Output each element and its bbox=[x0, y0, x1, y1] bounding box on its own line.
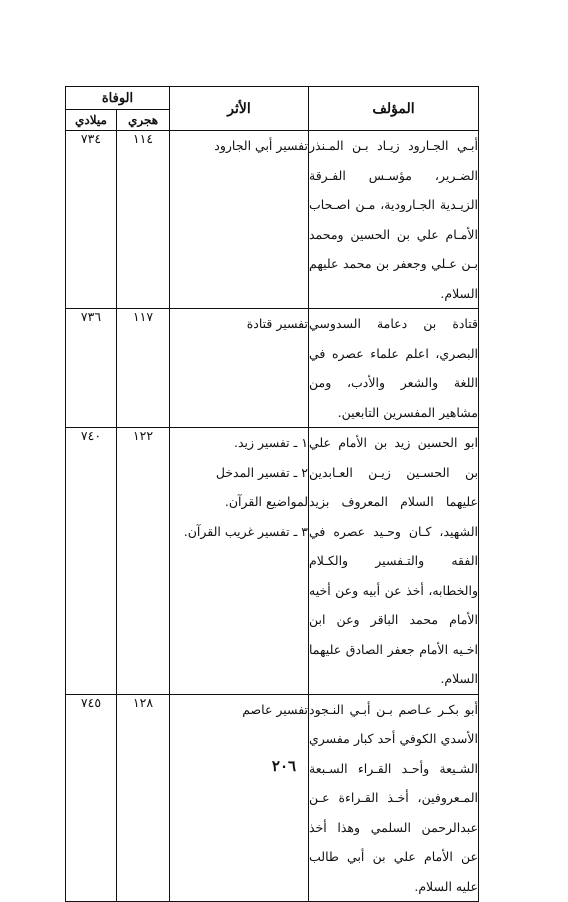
header-gregorian: ميلادي bbox=[66, 110, 117, 131]
table-row bbox=[66, 428, 479, 695]
author-cell: أبو بكـر عـاصم بـن أبـي النـجود الأسدي الكوفي أحد كبار مفسري الشـيعة وأحـد القـراء السـبعة المـعروفين، أخـذ القـراءة عـن عبدالرحمن السلمي وهذا أخذ عن الأمام علي بن أبي طالب عليه السلام. bbox=[309, 694, 479, 902]
table-row bbox=[66, 309, 479, 428]
hijri-cell: ١١٤ bbox=[117, 131, 170, 309]
hijri-cell: ١٢٢ bbox=[117, 428, 170, 695]
page-number: ٢٠٦ bbox=[271, 757, 297, 775]
gregorian-cell: ٧٤٠ bbox=[66, 428, 117, 695]
gregorian-cell: ٧٣٤ bbox=[66, 131, 117, 309]
work-item: ٢ ـ تفسير المدخل لمواضيع القرآن. bbox=[215, 464, 308, 509]
work-item: تفسير عاصم bbox=[242, 701, 308, 717]
gregorian-cell: ٧٣٦ bbox=[66, 309, 117, 428]
work-item: ١ ـ تفسير زيد. bbox=[234, 435, 308, 450]
work-cell bbox=[170, 428, 309, 695]
work-cell bbox=[170, 131, 309, 309]
author-cell: ابو الحسين زيد بن الأمام علي بن الحسـين زيـن العـابدين عليهما السلام المعروف بزيد الشهيد، كـان وحـيد عصره في الفقه والتـفسير والكـلام والخطابه، أخذ عن أبيه وعن أخيه الأمام محمد الباقر وعن ابن اخـيه الأمام جعفر الصادق عليهما السلام. bbox=[309, 428, 479, 695]
header-death: الوفاة bbox=[66, 87, 170, 110]
author-cell: قتادة بن دعامة السدوسي البصري، اعلم علماء عصره في اللغة والشعر والأدب، ومن مشاهير المفسرين التابعين. bbox=[309, 309, 479, 428]
work-cell bbox=[170, 694, 309, 902]
authors-table bbox=[65, 86, 479, 902]
gregorian-cell: ٧٤٥ bbox=[66, 694, 117, 902]
author-cell: أبـي الجـارود زيـاد بـن المـنذر الضـرير، مؤسـس الفـرقة الزيـدية الجـارودية، مـن اصـحاب الأمـام علي بن الحسين ومحمد بـن عـلي وجعفر بن محمد عليهم السلام. bbox=[309, 131, 479, 309]
table-row bbox=[66, 131, 479, 309]
work-cell bbox=[170, 309, 309, 428]
work-item: ٣ ـ تفسير غريب القرآن. bbox=[183, 523, 308, 539]
table-row bbox=[66, 694, 479, 902]
header-work: الأثر bbox=[170, 87, 309, 131]
header-author: المؤلف bbox=[309, 87, 479, 131]
hijri-cell: ١٢٨ bbox=[117, 694, 170, 902]
work-item: تفسير قتادة bbox=[246, 316, 308, 331]
header-hijri: هجري bbox=[117, 110, 170, 131]
work-item: تفسير أبي الجارود bbox=[214, 138, 308, 153]
hijri-cell: ١١٧ bbox=[117, 309, 170, 428]
